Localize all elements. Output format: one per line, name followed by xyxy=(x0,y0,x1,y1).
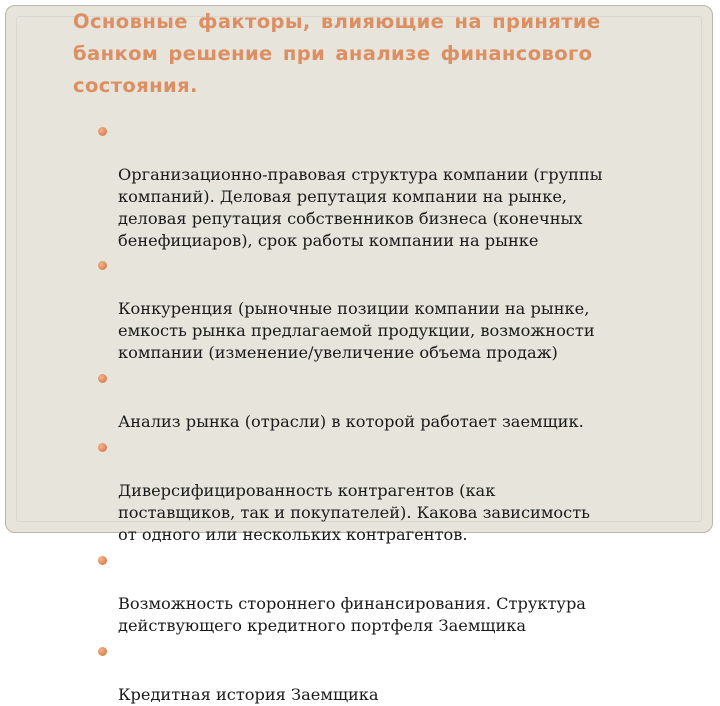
bullet-item xyxy=(98,549,688,637)
orange-bullet-icon xyxy=(98,443,107,452)
bullet-text: Конкуренция (рыночные позиции компании на рынке, емкость рынка предлагаемой продукции, возможности компании (изменение/увеличение объема продаж) xyxy=(118,299,595,362)
bullet-item xyxy=(98,640,688,706)
orange-bullet-icon xyxy=(98,556,107,565)
orange-bullet-icon xyxy=(98,127,107,136)
slide-title: Основные факторы, влияющие на принятие банком решение при анализе финансового состояния. xyxy=(73,10,601,97)
bullet-text: Диверсифицированность контрагентов (как поставщиков, так и покупателей). Какова зависимость от одного или нескольких контрагентов. xyxy=(118,481,590,544)
orange-bullet-icon xyxy=(98,647,107,656)
bullet-text: Анализ рынка (отрасли) в которой работает заемщик. xyxy=(118,412,584,431)
bullet-list xyxy=(98,120,688,706)
bullet-item xyxy=(98,367,688,433)
bullet-text: Возможность стороннего финансирования. Структура действующего кредитного портфеля Заемщика xyxy=(118,594,586,635)
orange-bullet-icon xyxy=(98,374,107,383)
bullet-text: Организационно-правовая структура компании (группы компаний). Деловая репутация компании на рынке, деловая репутация собственников бизнеса (конечных бенефициаров), срок работы компании на рынке xyxy=(118,165,603,250)
bullet-item xyxy=(98,120,688,252)
orange-bullet-icon xyxy=(98,261,107,270)
bullet-item xyxy=(98,436,688,546)
bullet-text: Кредитная история Заемщика xyxy=(118,685,379,704)
bullet-item xyxy=(98,254,688,364)
